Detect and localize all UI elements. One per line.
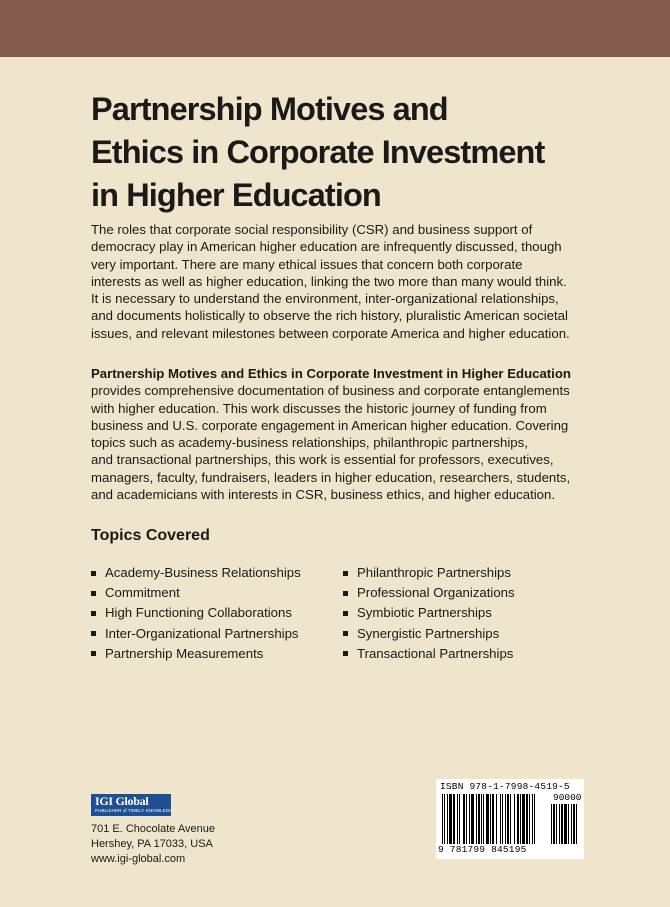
barcode-bar [486,794,489,844]
barcode-bar [573,804,575,844]
barcode-bar [576,804,577,844]
barcode-bar [561,804,563,844]
topic-label: Philanthropic Partnerships [357,565,511,580]
topic-label: Symbiotic Partnerships [357,605,492,621]
topic-item [343,583,515,603]
barcode-bar [476,794,477,844]
description-paragraph-2 [91,365,591,503]
barcode-bar [564,804,567,844]
bullet-icon [91,651,96,656]
barcode-bar [505,794,506,844]
barcode-bar [466,794,467,844]
barcode-bar [520,794,521,844]
isbn-barcode [436,779,584,859]
topic-item [343,644,515,664]
top-color-band [0,0,670,57]
barcode-bar [483,794,484,844]
barcode-bar [568,804,569,844]
topic-label: Professional Organizations [357,585,515,601]
barcode-bar [492,794,494,844]
paragraph-line: and academicians with interests in CSR, business ethics, and higher education. [91,487,556,503]
publisher-name: IGI Global [95,794,149,808]
paragraph-line: and documents holistically to observe the rich history, pluralistic American societal [91,308,568,324]
paragraph-line: managers, faculty, fundraisers, leaders in higher education, researchers, students, [91,469,571,485]
paragraph-line: It is necessary to understand the environment, inter-organizational relationships, [91,291,559,307]
barcode-bar [553,804,555,844]
barcode-bar [529,794,530,844]
topics-list-left [91,563,301,664]
barcode-bars-icon [442,794,547,846]
paragraph-line: business and U.S. corporate engagement in American higher education. Covering [91,417,569,433]
barcode-bar [551,804,552,844]
topic-label: Commitment [105,585,180,601]
bullet-icon [343,631,348,636]
barcode-bar [449,794,452,844]
topic-label: Synergistic Partnerships [357,625,500,641]
barcode-bar [517,794,519,844]
barcode-bar [457,794,458,844]
barcode-bar [442,794,443,844]
paragraph-line: The roles that corporate social responsibility (CSR) and business support of [91,222,533,237]
barcode-bar [510,794,511,844]
topics-heading: Topics Covered [91,527,210,544]
barcode-bar [447,794,448,844]
barcode-bar [559,804,560,844]
bullet-icon [91,571,96,576]
barcode-bar [469,794,470,844]
barcode-bar [571,804,572,844]
title-line: in Higher Education [91,177,381,213]
barcode-bar [500,794,501,844]
topics-list-right [343,563,515,664]
topic-item [91,563,301,583]
title-line: Partnership Motives and [91,91,448,127]
barcode-bar [444,794,445,844]
barcode-addon-bars-icon [551,804,581,846]
barcode-bar [496,794,497,844]
website-link[interactable]: www.igi-global.com [91,853,186,866]
publisher-logo [91,794,176,816]
book-title [91,88,631,217]
paragraph-line: very important. There are many ethical issues that concern both corporate [91,256,523,272]
bullet-icon [91,631,96,636]
barcode-bar [532,794,533,844]
barcode-bar [481,794,482,844]
paragraph-line: with higher education. This work discusses the historic journey of funding from [91,400,547,416]
paragraph-line: interests as well as higher education, linking the two more than many would think. [91,273,567,289]
topic-label: High Functioning Collaborations [105,605,292,621]
topic-label: Partnership Measurements [105,645,264,661]
topic-label: Inter-Organizational Partnerships [105,625,299,641]
bullet-icon [91,611,96,616]
paragraph-line: provides comprehensive documentation of business and corporate entanglements [91,383,570,399]
topic-label: Academy-Business Relationships [105,565,301,580]
topic-label: Transactional Partnerships [357,645,514,661]
isbn-label: ISBN 978-1-7998-4519-5 [440,781,570,792]
bullet-icon [343,651,348,656]
address-line: Hershey, PA 17033, USA [91,838,213,851]
topic-item [91,624,301,644]
barcode-bar [514,794,515,844]
address-line: 701 E. Chocolate Avenue [91,823,215,835]
barcode-bar [502,794,503,844]
paragraph-lead-title: Partnership Motives and Ethics in Corporate Investment in Higher Education [91,366,571,381]
topic-item [343,603,515,623]
publisher-address [91,822,215,868]
price-code: 90000 [553,792,582,803]
barcode-bar [526,794,528,844]
barcode-bar [507,794,509,844]
barcode-bar [534,794,535,844]
barcode-digits: 9 781799 845195 [438,844,527,855]
title-line: Ethics in Corporate Investment [91,134,545,170]
bullet-icon [91,591,96,596]
bullet-icon [343,591,348,596]
paragraph-line: topics such as academy-business relationships, philanthropic partnerships, [91,435,528,451]
bullet-icon [343,611,348,616]
barcode-bar [463,794,465,844]
barcode-bar [478,794,480,844]
paragraph-line: democracy play in American higher education are infrequently discussed, though [91,239,562,255]
barcode-bar [471,794,474,844]
paragraph-line: issues, and relevant milestones between corporate America and higher education. [91,325,570,341]
topic-item [91,583,301,603]
publisher-tagline: PUBLISHER of TIMELY KNOWLEDGE [95,808,176,813]
barcode-bar [459,794,460,844]
topic-item [343,563,515,583]
paragraph-line: and transactional partnerships, this work is essential for professors, executives, [91,452,554,468]
description-paragraph-1 [91,221,591,342]
bullet-icon [343,571,348,576]
barcode-bar [453,794,455,844]
topic-item [91,644,301,664]
barcode-bar [490,794,491,844]
topic-item [91,603,301,623]
barcode-bar [556,804,557,844]
barcode-bar [522,794,525,844]
topic-item [343,624,515,644]
